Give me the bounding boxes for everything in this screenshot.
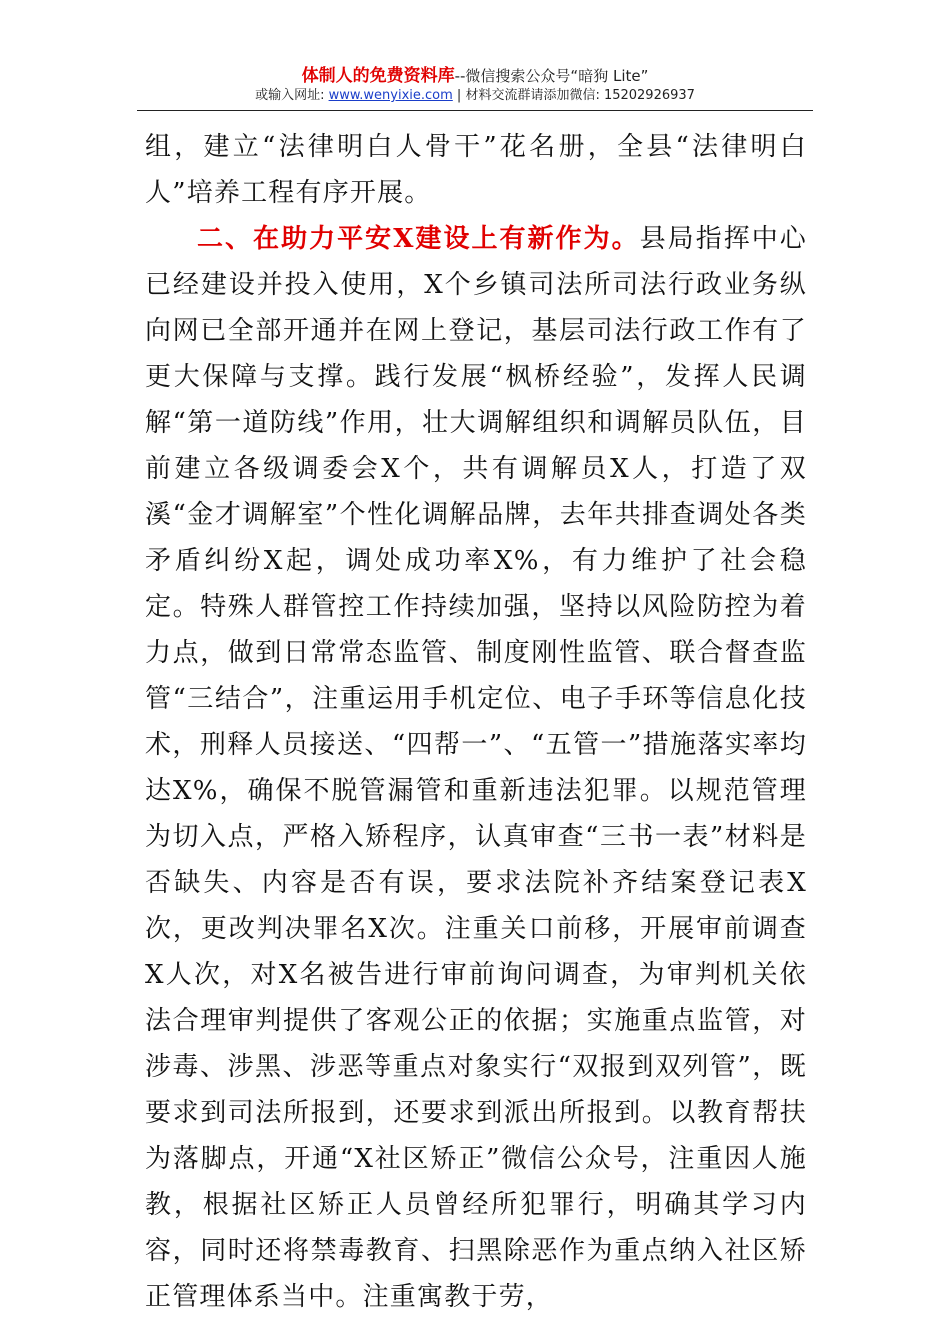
section-heading: 二、在助力平安X建设上有新作为。 [197,224,640,254]
header-divider [137,110,813,111]
website-link[interactable]: www.wenyixie.com [328,88,453,103]
header-brand: 体制人的免费资料库 [301,66,455,86]
document-body [145,124,807,1320]
header-tagline: --微信搜索公众号“暗狗 Lite” [454,67,649,85]
header-line-1 [0,66,950,86]
header-wechat-info: | 材料交流群请添加微信: 15202926937 [452,88,695,103]
paragraph-2-text: 县局指挥中心已经建设并投入使用，X个乡镇司法所司法行政业务纵向网已全部开通并在网上登记，基层司法行政工作有了更大保障与支撑。践行发展“枫桥经验”，发挥人民调解“第一道防线”作用，壮大调解组织和调解员队伍，目前建立各级调委会X个，共有调解员X人，打造了双溪“金才调解室”个性化调解品牌，去年共排查调处各类矛盾纠纷X起，调处成功率X%，有力维护了社会稳定。特殊人群管控工作持续加强，坚持以风险防控为着力点，做到日常常态监管、制度刚性监管、联合督查监管“三结合”，注重运用手机定位、电子手环等信息化技术，刑释人员接送、“四帮一”、“五管一”措施落实率均达X%，确保不脱管漏管和重新违法犯罪。以规范管理为切入点，严格入矫程序，认真审查“三书一表”材料是否缺失、内容是否有误，要求法院补齐结案登记表X次，更改判决罪名X次。注重关口前移，开展审前调查X人次，对X名被告进行审前询问调查，为审判机关依法合理审判提供了客观公正的依据；实施重点监管，对涉毒、涉黑、涉恶等重点对象实行“双报到双列管”，既要求到司法所报到，还要求到派出所报到。以教育帮扶为落脚点，开通“X社区矫正”微信公众号，注重因人施教，根据社区矫正人员曾经所犯罪行，明确其学习内容，同时还将禁毒教育、扫黑除恶作为重点纳入社区矫正管理体系当中。注重寓教于劳， [145,224,808,1312]
paragraph-1: 组，建立“法律明白人骨干”花名册，全县“法律明白人”培养工程有序开展。 [145,132,807,208]
paragraph-2 [145,216,807,1320]
header-line-2 [0,87,950,105]
header-url-prefix: 或输入网址: [255,88,329,103]
page-header [0,66,950,105]
